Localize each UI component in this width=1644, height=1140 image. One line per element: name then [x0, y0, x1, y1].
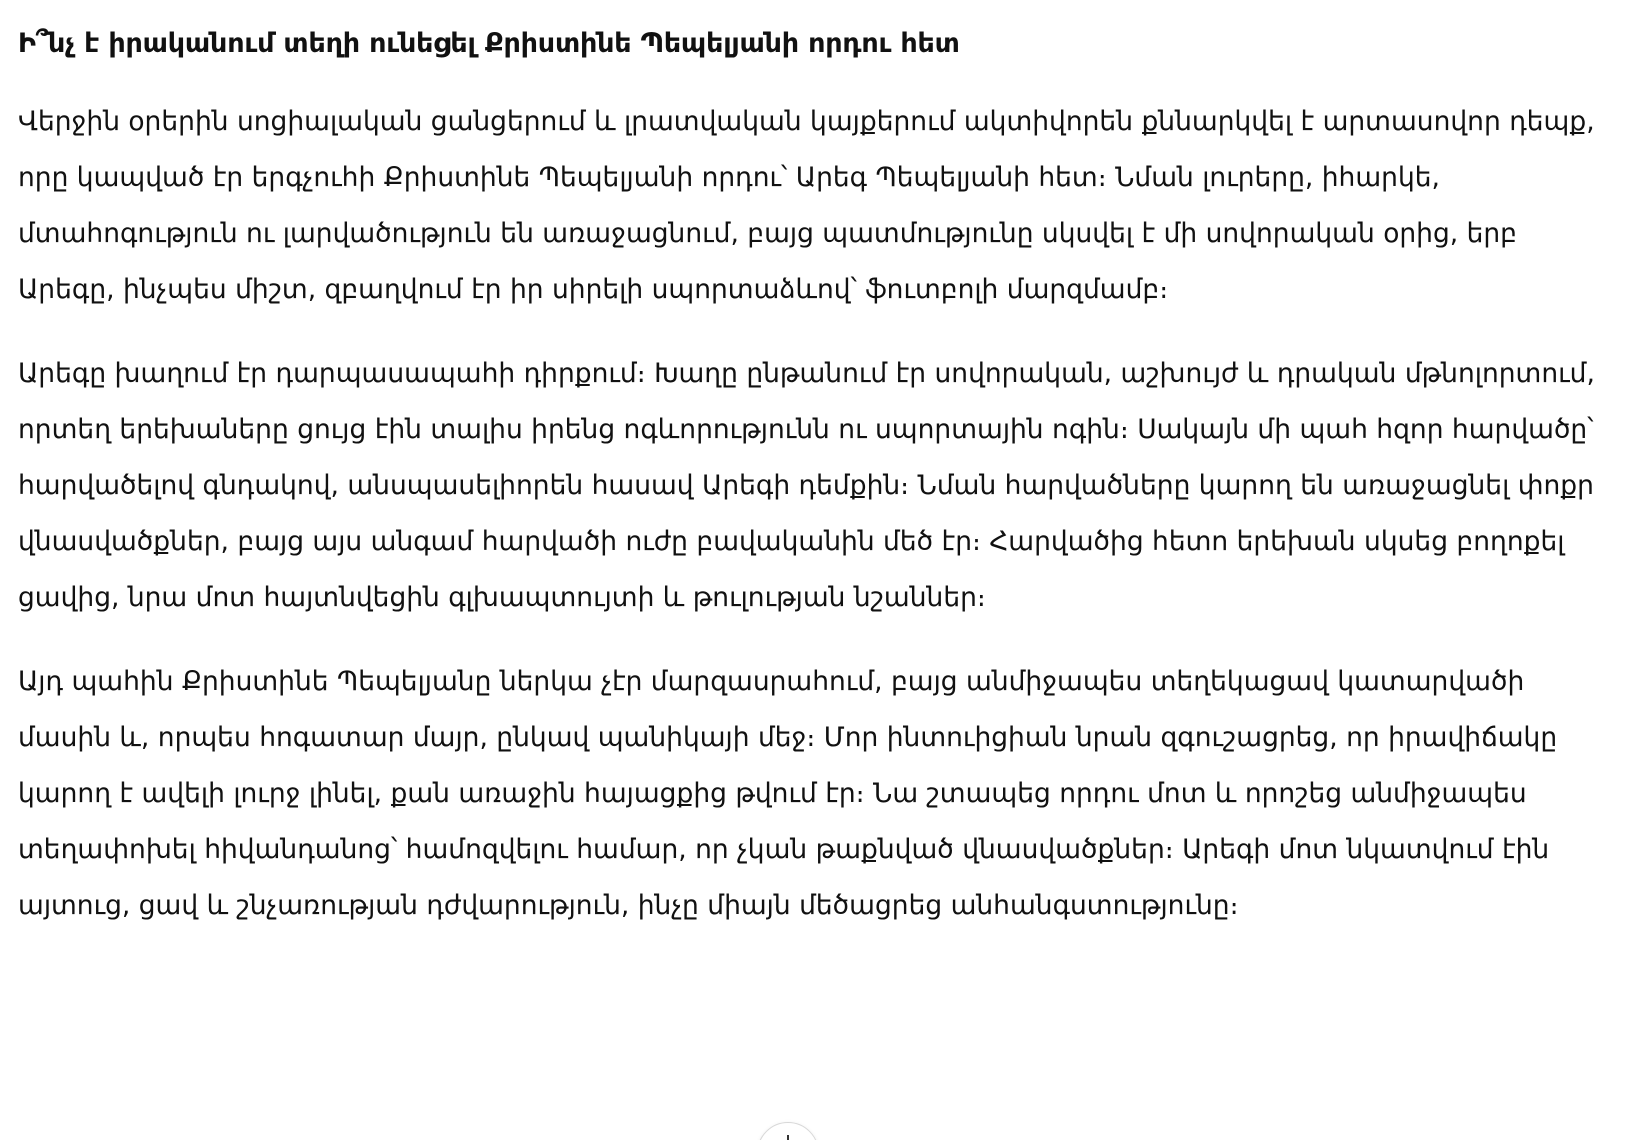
scroll-down-button[interactable]	[757, 1122, 819, 1140]
article-title: Ի՞նչ է իրականում տեղի ունեցել Քրիստինե Պեպելյանի որդու հետ	[18, 28, 960, 59]
article	[18, 24, 1618, 962]
arrow-down-icon	[787, 1135, 789, 1140]
article-paragraph-3: Այդ պահին Քրիստինե Պեպելյանը ներկա չէր մարզասրահում, բայց անմիջապես տեղեկացավ կատարվածի մասին և, որպես հոգատար մայր, ընկավ պանիկայի մեջ։ Մոր ինտուիցիան նրան զգուշացրեց, որ իրավիճակը կարող է ավելի լուրջ լինել, քան առաջին հայացքից թվում էր։ Նա շտապեց որդու մոտ և որոշեց անմիջապես տեղափոխել հիվանդանոց՝ համոզվելու համար, որ չկան թաքնված վնասվածքներ։ Արեգի մոտ նկատվում էին այտուց, ցավ և շնչառության դժվարություն, ինչը միայն մեծացրեց անհանգստությունը։	[18, 666, 1558, 921]
article-paragraph-1: Վերջին օրերին սոցիալական ցանցերում և լրատվական կայքերում ակտիվորեն քննարկվել է արտասովոր դեպք, որը կապված էր երգչուհի Քրիստինե Պեպելյանի որդու՝ Արեգ Պեպելյանի հետ։ Նման լուրերը, իհարկե, մտահոգություն ու լարվածություն են առաջացնում, բայց պատմությունը սկսվել է մի սովորական օրից, երբ Արեգը, ինչպես միշտ, զբաղվում էր իր սիրելի սպորտաձևով՝ ֆուտբոլի մարզմամբ։	[18, 106, 1595, 305]
article-paragraph-2: Արեգը խաղում էր դարպասապահի դիրքում։ Խաղը ընթանում էր սովորական, աշխույժ և դրական մթնոլորտում, որտեղ երեխաները ցույց էին տալիս իրենց ոգևորությունն ու սպորտային ոգին։ Սակայն մի պահ հզոր հարվածը՝ հարվածելով գնդակով, անսպասելիորեն հասավ Արեգի դեմքին։ Նման հարվածները կարող են առաջացնել փոքր վնասվածքներ, բայց այս անգամ հարվածի ուժը բավականին մեծ էր։ Հարվածից հետո երեխան սկսեց բողոքել ցավից, նրա մոտ հայտնվեցին գլխապտույտի և թուլության նշաններ։	[18, 358, 1595, 613]
